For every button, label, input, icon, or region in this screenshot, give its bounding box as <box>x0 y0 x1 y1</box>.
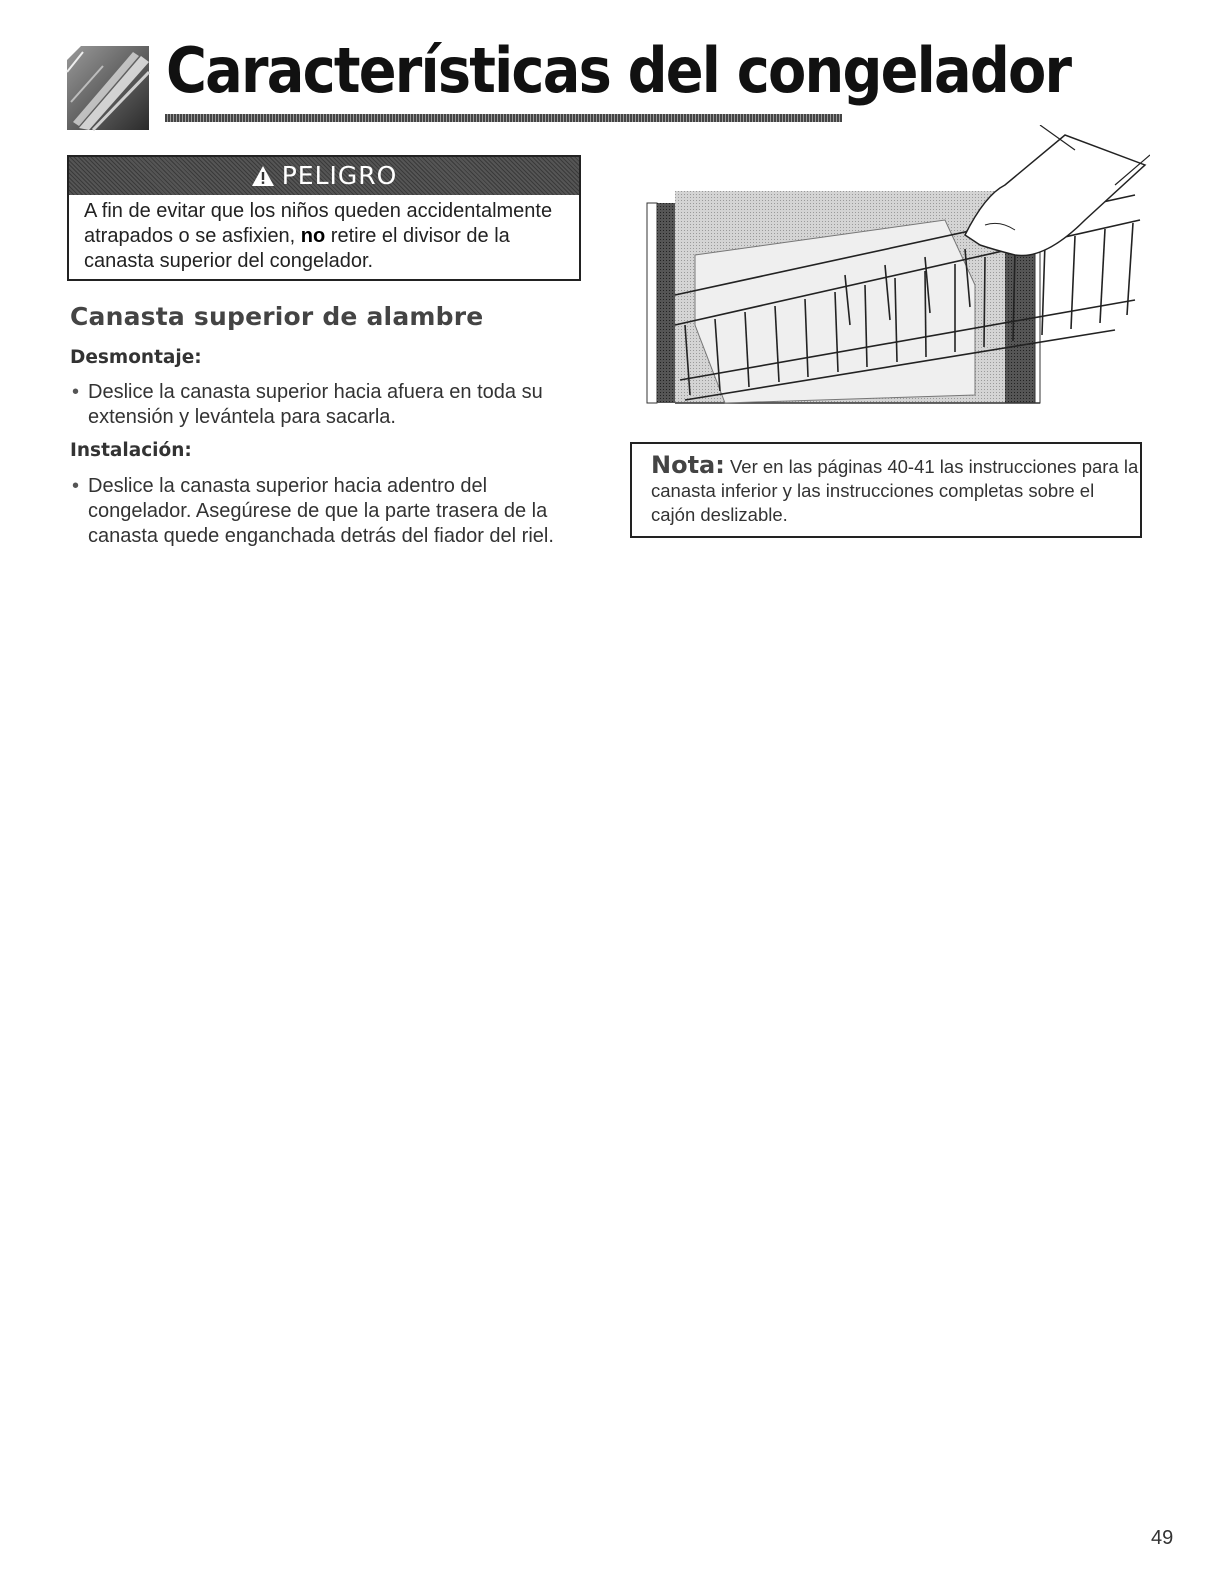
warning-triangle-icon <box>251 165 275 187</box>
danger-text-emphasis: no <box>300 225 326 247</box>
freezer-ice-icon <box>63 42 153 134</box>
removal-list <box>70 380 580 430</box>
danger-text <box>84 199 574 274</box>
install-heading: Instalación: <box>70 440 192 461</box>
page-number: 49 <box>1151 1527 1174 1549</box>
danger-warning-box <box>67 155 581 281</box>
list-item: • Deslice la canasta superior hacia adentro del congelador. Asegúrese de que la parte trasera de la canasta quede enganchada detrás del fiador del riel. <box>70 474 590 549</box>
danger-header-bar <box>69 157 579 195</box>
danger-text-part: retire el divisor de la canasta superior del congelador. <box>84 225 510 272</box>
list-item: • Deslice la canasta superior hacia afuera en toda su extensión y levántela para sacarla. <box>70 380 580 430</box>
danger-title: PELIGRO <box>281 161 398 190</box>
install-list <box>70 474 590 549</box>
section-title: Canasta superior de alambre <box>70 302 484 331</box>
page-title: Características del congelador <box>166 34 1071 107</box>
wire-basket-illustration <box>645 125 1150 410</box>
danger-text-part: A fin de evitar que los niños queden accidentalmente atrapados o se asfixien, <box>84 200 553 247</box>
danger-heading <box>251 161 398 191</box>
removal-heading: Desmontaje: <box>70 347 202 368</box>
note-label: Nota: <box>651 451 725 479</box>
note-box <box>630 442 1142 538</box>
title-underline <box>165 114 842 122</box>
note-text: Ver en las páginas 40-41 las instrucciones para la canasta inferior y las instrucciones completas sobre el cajón deslizable. <box>651 456 1139 525</box>
